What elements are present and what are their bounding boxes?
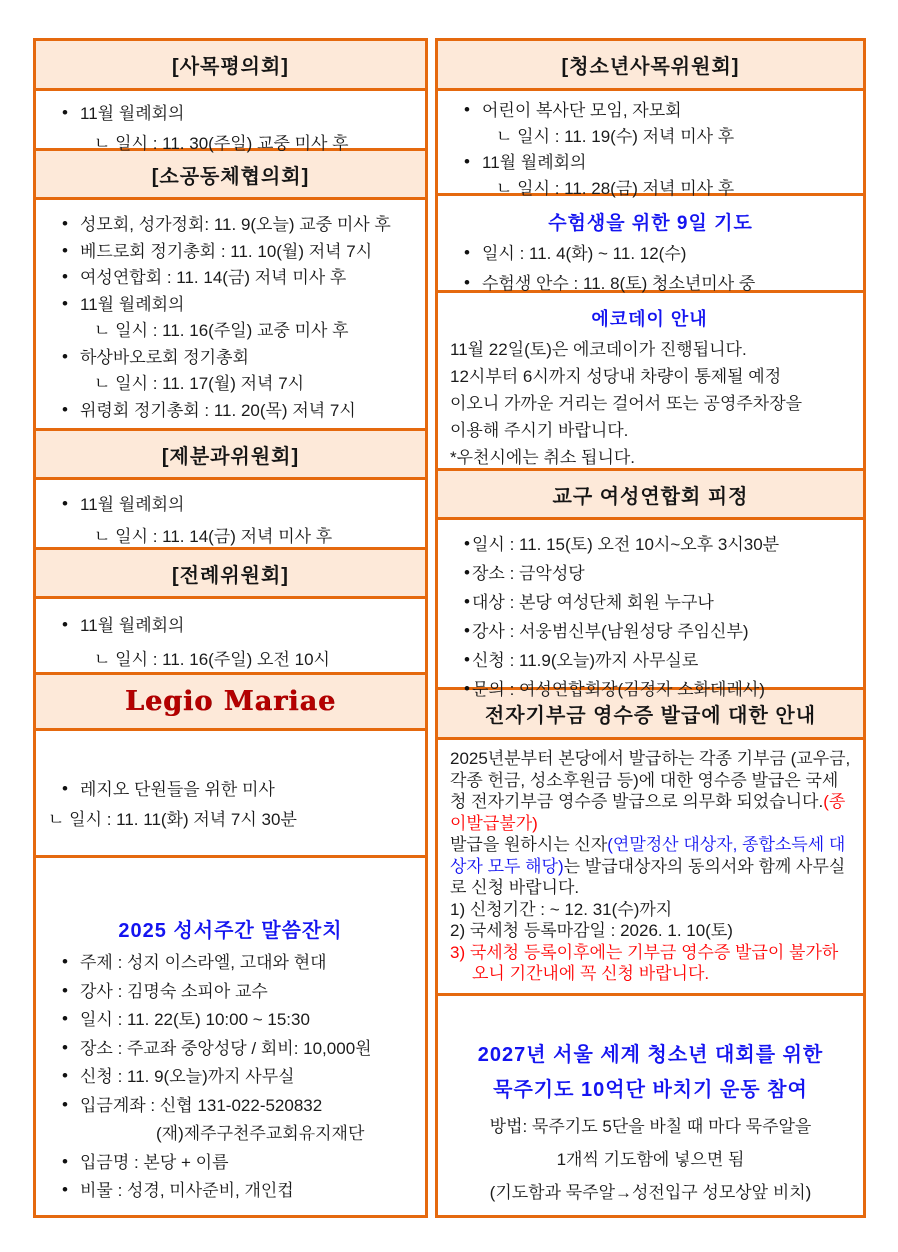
list-item: • 입금계좌 : 신협 131-022-520832 (36, 1092, 425, 1121)
sub-item: ㄴ 일시 : 11. 28(금) 저녁 미사 후 (496, 179, 735, 198)
sub-item: ㄴ 일시 : 11. 14(금) 저녁 미사 후 (94, 527, 333, 546)
sub-item: ㄴ 일시 : 11. 17(월) 저녁 7시 (94, 374, 305, 393)
section-feast (36, 855, 425, 1215)
list-item: • 장소 : 주교좌 중앙성당 / 회비: 10,000원 (36, 1035, 425, 1064)
rosary-title-line2: 묵주기도 10억단 바치기 운동 참여 (493, 1079, 808, 1101)
list-item: • 하상바오로회 정기총회 (36, 345, 425, 372)
section-header-jebun (36, 428, 425, 477)
section-body-jebun (36, 477, 425, 547)
list-item: • 대상 : 본당 여성단체 회원 누구나 (438, 588, 863, 617)
sub-item: ㄴ 일시 : 11. 19(수) 저녁 미사 후 (496, 127, 735, 146)
rosary-method-line: 방법: 묵주기도 5단을 바칠 때 마다 묵주알을 (489, 1117, 812, 1136)
left-column (33, 38, 428, 1218)
section-header-retreat (438, 468, 863, 517)
list-item: • 11월 월례회의 (36, 609, 425, 643)
sub-item: ㄴ 일시 : 11. 30(주일) 교중 미사 후 (94, 134, 349, 153)
rosary-method-line: 1개씩 기도함에 넣으면 됨 (556, 1150, 745, 1169)
section-header-legio (36, 672, 425, 728)
list-item: • 11월 월례회의 (36, 292, 425, 319)
list-item: • 신청 : 11. 9(오늘)까지 사무실 (36, 1063, 425, 1092)
section-body-youth (438, 88, 863, 198)
section-header-samok (36, 41, 425, 88)
sub-item: ㄴ 일시 : 11. 16(주일) 교중 미사 후 (94, 321, 349, 340)
section-body-samok (36, 88, 425, 153)
list-item: • 위령회 정기총회 : 11. 20(목) 저녁 7시 (36, 398, 425, 425)
section-title: 교구 여성연합회 피정 (552, 485, 749, 508)
section-title: [사목평의회] (172, 56, 289, 78)
list-item: • 신청 : 11.9(오늘)까지 사무실로 (438, 646, 863, 675)
exam-prayer-title: 수험생을 위한 9일 기도 (548, 213, 753, 234)
legio-mariae-title: Legio Mariae (124, 686, 337, 717)
paragraph-line: *우천시에는 취소 됩니다. (450, 448, 636, 467)
rosary-title-line1: 2027년 서울 세계 청소년 대회를 위한 (477, 1044, 824, 1066)
feast-title: 2025 성서주간 말씀잔치 (118, 920, 343, 942)
section-title: [전례위원회] (172, 564, 289, 587)
section-body-donation (438, 737, 863, 993)
list-item: • 11월 월례회의 (438, 150, 863, 176)
donation-text: 발급을 원하시는 신자 (450, 835, 608, 854)
paragraph-line: 12시부터 6시까지 성당내 차량이 통제될 예정 (450, 367, 782, 386)
list-item: • 일시 : 11. 22(토) 10:00 ~ 15:30 (36, 1006, 425, 1035)
donation-text: 는 발급대상자의 동의서와 함께 사무실로 신청 바랍니다. (450, 856, 846, 897)
donation-no-paper-note: (종이발급불가) (450, 792, 846, 833)
section-ecoday (438, 290, 863, 468)
list-item: • 문의 : 여성연합회장(김정자 소화데레사) (438, 675, 863, 704)
list-item: • 성모회, 성가정회: 11. 9(오늘) 교중 미사 후 (36, 212, 425, 239)
list-item: • 11월 월례회의 (36, 489, 425, 521)
section-title: [제분과위원회] (161, 445, 300, 468)
section-body-legio (36, 728, 425, 855)
right-column (435, 38, 866, 1218)
list-item: • 수험생 안수 : 11. 8(토) 청소년미사 중 (438, 269, 863, 299)
donation-numbered-item: 1) 신청기간 : ~ 12. 31(수)까지 (450, 899, 673, 919)
donation-paragraph (450, 834, 853, 899)
ecoday-title: 에코데이 안내 (591, 309, 708, 329)
section-body-sogong (36, 197, 425, 428)
list-item: • 어린이 복사단 모임, 자모회 (438, 98, 863, 124)
section-body-retreat (438, 517, 863, 699)
section-body-jeonrye (36, 596, 425, 672)
section-title: [소공동체협의회] (151, 165, 310, 188)
donation-paragraph (450, 748, 853, 834)
paragraph-line: 이오니 가까운 거리는 걸어서 또는 공영주차장을 (450, 394, 803, 413)
donation-numbered-item: 2) 국세청 등록마감일 : 2026. 1. 10(토) (450, 921, 733, 940)
list-item: • 주제 : 성지 이스라엘, 고대와 현대 (36, 949, 425, 978)
account-foundation-line: (재)제주구천주교회유지재단 (156, 1124, 365, 1143)
section-title: 전자기부금 영수증 발급에 대한 안내 (484, 705, 817, 727)
list-item: • 비물 : 성경, 미사준비, 개인컵 (36, 1177, 425, 1206)
sub-item: ㄴ 일시 : 11. 11(화) 저녁 7시 30분 (48, 810, 297, 829)
list-item: • 레지오 단원들을 위한 미사 (36, 775, 425, 805)
section-rosary (438, 993, 863, 1215)
list-item: • 11월 월례회의 (36, 99, 425, 129)
paragraph-line: 이용해 주시기 바랍니다. (450, 421, 629, 440)
rosary-method-line: (기도함과 묵주알→성전입구 성모상앞 비치) (489, 1183, 812, 1202)
section-header-youth (438, 41, 863, 88)
section-title: [청소년사목위원회] (561, 56, 740, 78)
section-header-jeonrye (36, 547, 425, 596)
list-item: • 강사 : 김명숙 소피아 교수 (36, 978, 425, 1007)
donation-text: 2025년분부터 본당에서 발급하는 각종 기부금 (교우금, 각종 헌금, 성소후원금 등)에 대한 영수증 발급은 국세청 전자기부금 영수증 발급으로 의무화 되었습니다. (450, 749, 855, 811)
section-exam-prayer (438, 193, 863, 293)
list-item: • 장소 : 금악성당 (438, 559, 863, 588)
list-item: • 베드로회 정기총회 : 11. 10(월) 저녁 7시 (36, 239, 425, 266)
paragraph-line: 11월 22일(토)은 에코데이가 진행됩니다. (450, 340, 747, 359)
list-item: • 일시 : 11. 4(화) ~ 11. 12(수) (438, 239, 863, 269)
donation-numbered-item-warning: 3) 국세청 등록이후에는 기부금 영수증 발급이 불가하오니 기간내에 꼭 신청 바랍니다. (450, 942, 839, 983)
list-item: • 강사 : 서웅범신부(남원성당 주임신부) (438, 617, 863, 646)
list-item: • 일시 : 11. 15(토) 오전 10시~오후 3시30분 (438, 530, 863, 559)
list-item: • 여성연합회 : 11. 14(금) 저녁 미사 후 (36, 265, 425, 292)
list-item: • 입금명 : 본당 + 이름 (36, 1149, 425, 1178)
donation-target-note: (연말정산 대상자, 종합소득세 대상자 모두 해당) (450, 835, 846, 876)
sub-item: ㄴ 일시 : 11. 16(주일) 오전 10시 (94, 650, 330, 669)
